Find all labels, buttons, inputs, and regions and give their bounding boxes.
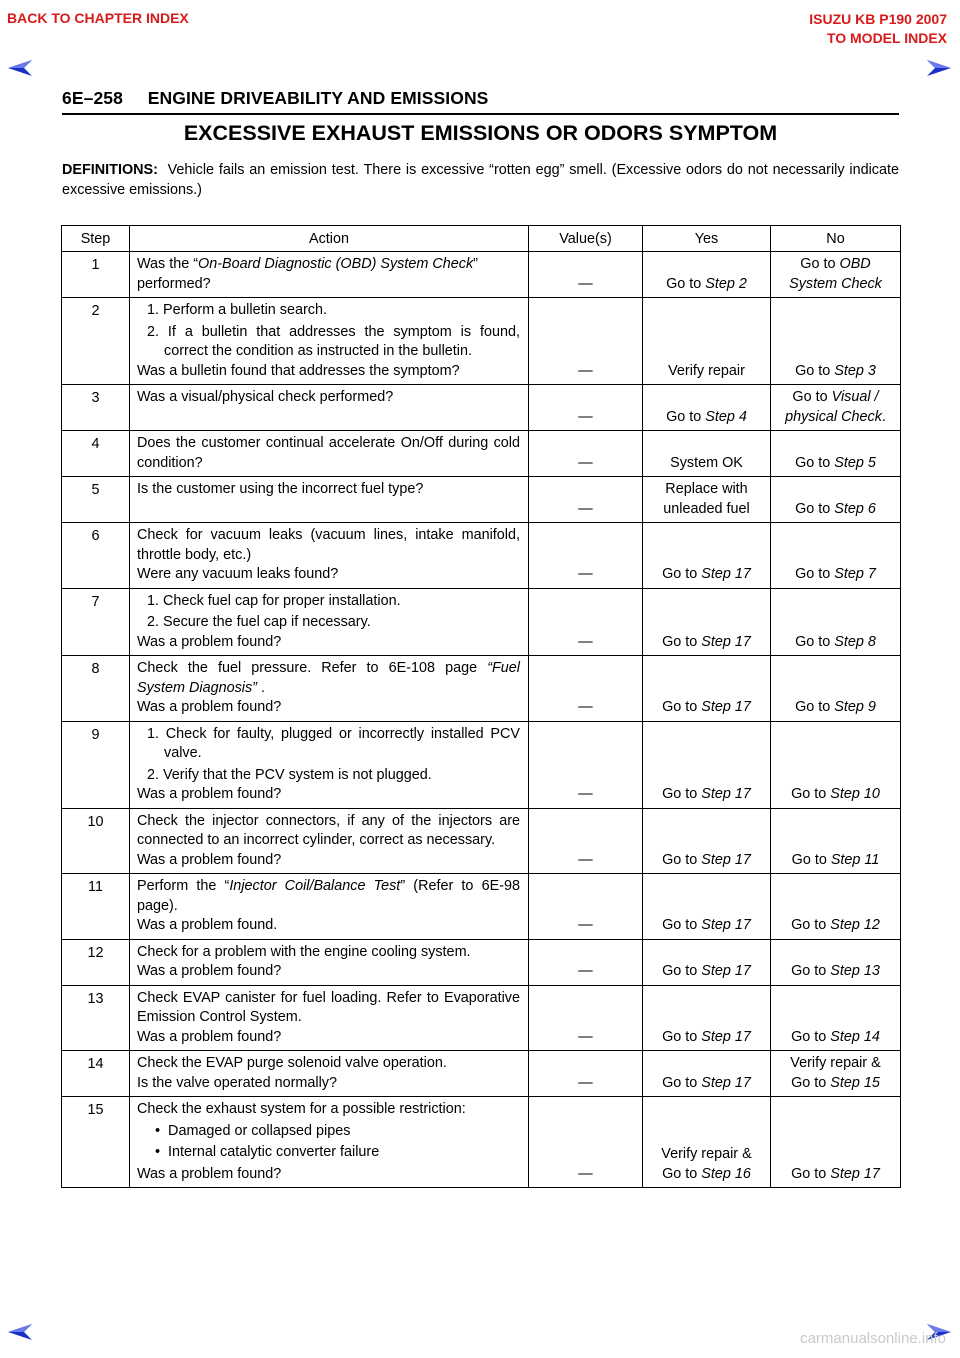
yes-cell: [643, 721, 771, 808]
value-cell: —: [529, 1051, 643, 1097]
value-cell: —: [529, 808, 643, 874]
table-row: [62, 252, 901, 298]
no-text: Go to: [791, 1074, 831, 1091]
yes-text: Go to: [662, 963, 702, 979]
action-cell: [130, 874, 529, 940]
action-cell: [130, 588, 529, 656]
header-yes: Yes: [643, 226, 771, 252]
step-number: 9: [62, 721, 130, 808]
page-header: [62, 88, 488, 109]
no-text: Verify repair &: [790, 1055, 881, 1071]
no-step-link[interactable]: Step 15: [830, 1074, 880, 1091]
step-number: 3: [62, 385, 130, 431]
action-cell: [130, 298, 529, 385]
yes-cell: [643, 985, 771, 1051]
table-row: [62, 385, 901, 431]
action-cell: [130, 985, 529, 1051]
yes-step-link[interactable]: Step 17: [701, 851, 751, 868]
yes-cell: [643, 385, 771, 431]
yes-step-link[interactable]: Step 17: [701, 566, 751, 582]
table-row: [62, 1051, 901, 1097]
value-cell: —: [529, 721, 643, 808]
no-text: Go to: [795, 362, 835, 379]
yes-cell: [643, 523, 771, 589]
table-row: [62, 477, 901, 523]
action-text: Was the “: [137, 256, 199, 272]
watermark: carmanualsonline.info: [800, 1330, 946, 1347]
action-question: Was a problem found?: [137, 1165, 282, 1182]
action-item: 1. Check fuel cap for proper installation.: [147, 592, 401, 609]
action-cell: [130, 1097, 529, 1188]
no-text: Go to: [795, 454, 835, 471]
action-text: Check EVAP canister for fuel loading. Refer to Evaporative Emission Control System.: [137, 989, 520, 1025]
action-item: 2. If a bulletin that addresses the symptom is found, correct the condition as instructed in the bulletin.: [147, 323, 520, 359]
action-item: 1. Check for faulty, plugged or incorrectly installed PCV valve.: [147, 725, 520, 761]
action-question: Was a bulletin found that addresses the symptom?: [137, 362, 460, 379]
value-cell: —: [529, 874, 643, 940]
step-number: 1: [62, 252, 130, 298]
yes-cell: [643, 656, 771, 722]
yes-text: Go to: [662, 633, 702, 650]
step-number: 2: [62, 298, 130, 385]
no-step-link[interactable]: Step 3: [834, 362, 876, 379]
yes-text: Go to: [662, 917, 702, 933]
action-question: Was a problem found?: [137, 963, 282, 979]
no-cell: [771, 874, 901, 940]
document-title: EXCESSIVE EXHAUST EMISSIONS OR ODORS SYMPTOM: [183, 121, 778, 145]
no-text: Go to: [795, 500, 835, 517]
action-text: .: [256, 679, 265, 696]
yes-cell: [643, 874, 771, 940]
yes-step-link[interactable]: Step 17: [701, 1074, 751, 1091]
yes-text: Go to: [662, 566, 702, 582]
no-cell: [771, 385, 901, 431]
action-text: Check the exhaust system for a possible restriction:: [137, 1101, 466, 1117]
value-cell: —: [529, 298, 643, 385]
action-question: performed?: [137, 275, 211, 292]
value-cell: —: [529, 252, 643, 298]
yes-cell: Verify repair: [643, 298, 771, 385]
header-no: No: [771, 226, 901, 252]
no-step-link[interactable]: Step 8: [834, 633, 876, 650]
table-header-row: [62, 226, 901, 252]
value-cell: —: [529, 385, 643, 431]
table-row: [62, 874, 901, 940]
header-step: Step: [62, 226, 130, 252]
no-text: Go to: [791, 963, 831, 979]
obd-check-reference: On-Board Diagnostic (OBD) System Check: [198, 256, 474, 272]
action-question: Was a problem found?: [137, 633, 282, 650]
step-number: 8: [62, 656, 130, 722]
fuel-system-diagnosis-reference: “Fuel System Diagnosis”: [137, 660, 520, 696]
step-number: 13: [62, 985, 130, 1051]
no-cell: [771, 588, 901, 656]
action-cell: [130, 523, 529, 589]
yes-text: Go to: [662, 786, 702, 802]
definitions-text: Vehicle fails an emission test. There is excessive “rotten egg” smell. (Excessive odors do not necessarily indicate excessive emissions.): [62, 162, 899, 198]
no-text: .: [881, 408, 886, 425]
previous-page-arrow-icon-bottom[interactable]: [7, 1322, 33, 1342]
yes-text: unleaded fuel: [663, 500, 750, 517]
no-step-link[interactable]: System Check: [789, 275, 882, 292]
no-text: Go to: [792, 389, 832, 405]
no-step-link[interactable]: Step 5: [834, 454, 876, 471]
no-text: Go to: [791, 917, 831, 933]
action-question: Was a problem found?: [137, 699, 282, 715]
no-cell: [771, 298, 901, 385]
table-row: [62, 985, 901, 1051]
step-number: 12: [62, 939, 130, 985]
table-row: [62, 808, 901, 874]
action-cell: [130, 252, 529, 298]
value-cell: —: [529, 1097, 643, 1188]
no-text: Go to: [800, 256, 840, 272]
no-step-link[interactable]: Visual /: [831, 389, 879, 405]
yes-text: Go to: [662, 1028, 702, 1045]
no-step-link[interactable]: Step 6: [834, 500, 876, 517]
header-action: Action: [130, 226, 529, 252]
no-cell: [771, 656, 901, 722]
yes-text: Go to: [662, 851, 702, 868]
to-model-index-link[interactable]: TO MODEL INDEX: [826, 30, 947, 46]
yes-step-link[interactable]: Step 4: [705, 408, 747, 425]
no-step-link[interactable]: Step 14: [830, 1028, 880, 1045]
action-text: Perform the “: [137, 878, 230, 894]
table-row: [62, 939, 901, 985]
yes-step-link[interactable]: Step 17: [701, 699, 751, 715]
action-cell: [130, 1051, 529, 1097]
no-step-link[interactable]: Step 10: [830, 786, 880, 802]
table-row: [62, 721, 901, 808]
yes-cell: [643, 1097, 771, 1188]
action-question: Was a problem found?: [137, 851, 282, 868]
step-number: 15: [62, 1097, 130, 1188]
no-text: Go to: [791, 786, 831, 802]
action-text: ” (Refer to 6E-98 page).: [137, 878, 520, 914]
action-cell: [130, 477, 529, 523]
action-text: Check for a problem with the engine cooling system.: [137, 943, 471, 960]
yes-cell: [643, 939, 771, 985]
model-title-link[interactable]: ISUZU KB P190 2007: [809, 11, 947, 27]
diagnostic-table: [61, 225, 901, 1188]
no-text: Go to: [795, 699, 835, 715]
action-question: Was a problem found?: [137, 1028, 282, 1045]
action-text: Check the EVAP purge solenoid valve operation.: [137, 1055, 447, 1071]
yes-step-link[interactable]: Step 16: [701, 1165, 751, 1182]
value-cell: —: [529, 985, 643, 1051]
value-cell: —: [529, 588, 643, 656]
no-cell: [771, 477, 901, 523]
no-cell: [771, 252, 901, 298]
step-number: 4: [62, 431, 130, 477]
no-cell: [771, 808, 901, 874]
no-step-link[interactable]: Step 7: [834, 566, 876, 582]
table-row: [62, 588, 901, 656]
action-question: Were any vacuum leaks found?: [137, 566, 339, 582]
no-step-link[interactable]: Step 9: [834, 699, 876, 715]
yes-text: Go to: [662, 1074, 702, 1091]
no-step-link[interactable]: OBD: [839, 256, 871, 272]
no-step-link[interactable]: Step 17: [830, 1165, 880, 1182]
yes-step-link[interactable]: Step 17: [701, 917, 751, 933]
table-row: [62, 523, 901, 589]
step-number: 14: [62, 1051, 130, 1097]
value-cell: —: [529, 477, 643, 523]
yes-step-link[interactable]: Step 2: [705, 275, 747, 292]
no-text: Go to: [791, 851, 831, 868]
no-step-link[interactable]: Step 12: [830, 917, 880, 933]
page-id: 6E–258: [62, 88, 123, 108]
yes-text: Go to: [666, 275, 706, 292]
no-step-link[interactable]: physical Check: [785, 408, 882, 425]
next-page-arrow-icon[interactable]: [926, 58, 952, 78]
yes-text: Go to: [662, 699, 702, 715]
action-cell: [130, 656, 529, 722]
back-to-chapter-index-link[interactable]: BACK TO CHAPTER INDEX: [7, 10, 189, 26]
action-question: Is the valve operated normally?: [137, 1074, 337, 1091]
action-question: Is the customer using the incorrect fuel type?: [137, 481, 424, 497]
yes-cell: [643, 252, 771, 298]
definitions-label: DEFINITIONS:: [62, 162, 158, 178]
value-cell: —: [529, 939, 643, 985]
yes-step-link[interactable]: Step 17: [701, 963, 751, 979]
action-item: 1. Perform a bulletin search.: [147, 302, 327, 318]
yes-text: Verify repair &: [661, 1146, 752, 1162]
step-number: 7: [62, 588, 130, 656]
action-item: 2. Verify that the PCV system is not plugged.: [147, 766, 432, 783]
definitions-paragraph: [62, 160, 899, 200]
section-title: ENGINE DRIVEABILITY AND EMISSIONS: [147, 88, 489, 108]
yes-text: Go to: [666, 408, 706, 425]
action-text: Check the injector connectors, if any of the injectors are connected to an incorrect cylinder, correct as necessary.: [137, 812, 520, 848]
no-cell: [771, 523, 901, 589]
value-cell: —: [529, 656, 643, 722]
previous-page-arrow-icon[interactable]: [7, 58, 33, 78]
step-number: 11: [62, 874, 130, 940]
value-cell: —: [529, 431, 643, 477]
no-cell: [771, 985, 901, 1051]
no-text: Go to: [791, 1165, 831, 1182]
yes-text: Go to: [662, 1165, 702, 1182]
no-cell: [771, 431, 901, 477]
bullet-text: Internal catalytic converter failure: [168, 1144, 380, 1160]
injector-test-reference: Injector Coil/Balance Test: [229, 878, 401, 894]
action-bullet: • Internal catalytic converter failure: [155, 1144, 380, 1160]
action-cell: [130, 385, 529, 431]
step-number: 5: [62, 477, 130, 523]
no-text: Go to: [795, 633, 835, 650]
table-row: [62, 1097, 901, 1188]
yes-step-link[interactable]: Step 17: [701, 633, 751, 650]
no-cell: [771, 721, 901, 808]
action-bullet: • Damaged or collapsed pipes: [155, 1122, 351, 1139]
yes-cell: [643, 477, 771, 523]
yes-step-link[interactable]: Step 17: [701, 1028, 751, 1045]
action-text: ”: [473, 256, 478, 272]
action-cell: [130, 431, 529, 477]
action-question: Was a problem found.: [137, 917, 278, 933]
no-text: Go to: [791, 1028, 831, 1045]
no-cell: [771, 939, 901, 985]
action-cell: [130, 939, 529, 985]
step-number: 6: [62, 523, 130, 589]
bullet-text: Damaged or collapsed pipes: [168, 1122, 351, 1139]
step-number: 10: [62, 808, 130, 874]
yes-cell: System OK: [643, 431, 771, 477]
header-rule: [62, 113, 899, 115]
yes-text: Replace with: [665, 481, 748, 497]
no-step-link[interactable]: Step 13: [830, 963, 880, 979]
no-text: Go to: [795, 566, 835, 582]
no-step-link[interactable]: Step 11: [830, 851, 880, 868]
action-item: 2. Secure the fuel cap if necessary.: [147, 614, 371, 630]
table-row: [62, 431, 901, 477]
no-cell: [771, 1051, 901, 1097]
header-values: Value(s): [529, 226, 643, 252]
action-question: Was a problem found?: [137, 786, 282, 802]
action-cell: [130, 808, 529, 874]
yes-cell: [643, 1051, 771, 1097]
yes-cell: [643, 588, 771, 656]
action-text: Check for vacuum leaks (vacuum lines, intake manifold, throttle body, etc.): [137, 527, 520, 563]
no-cell: [771, 1097, 901, 1188]
table-row: [62, 656, 901, 722]
action-question: Was a visual/physical check performed?: [137, 389, 394, 405]
action-question: Does the customer continual accelerate On/Off during cold condition?: [137, 435, 520, 471]
value-cell: —: [529, 523, 643, 589]
table-row: [62, 298, 901, 385]
yes-step-link[interactable]: Step 17: [701, 786, 751, 802]
yes-cell: [643, 808, 771, 874]
action-cell: [130, 721, 529, 808]
action-text: Check the fuel pressure. Refer to 6E-108 page: [137, 660, 488, 676]
